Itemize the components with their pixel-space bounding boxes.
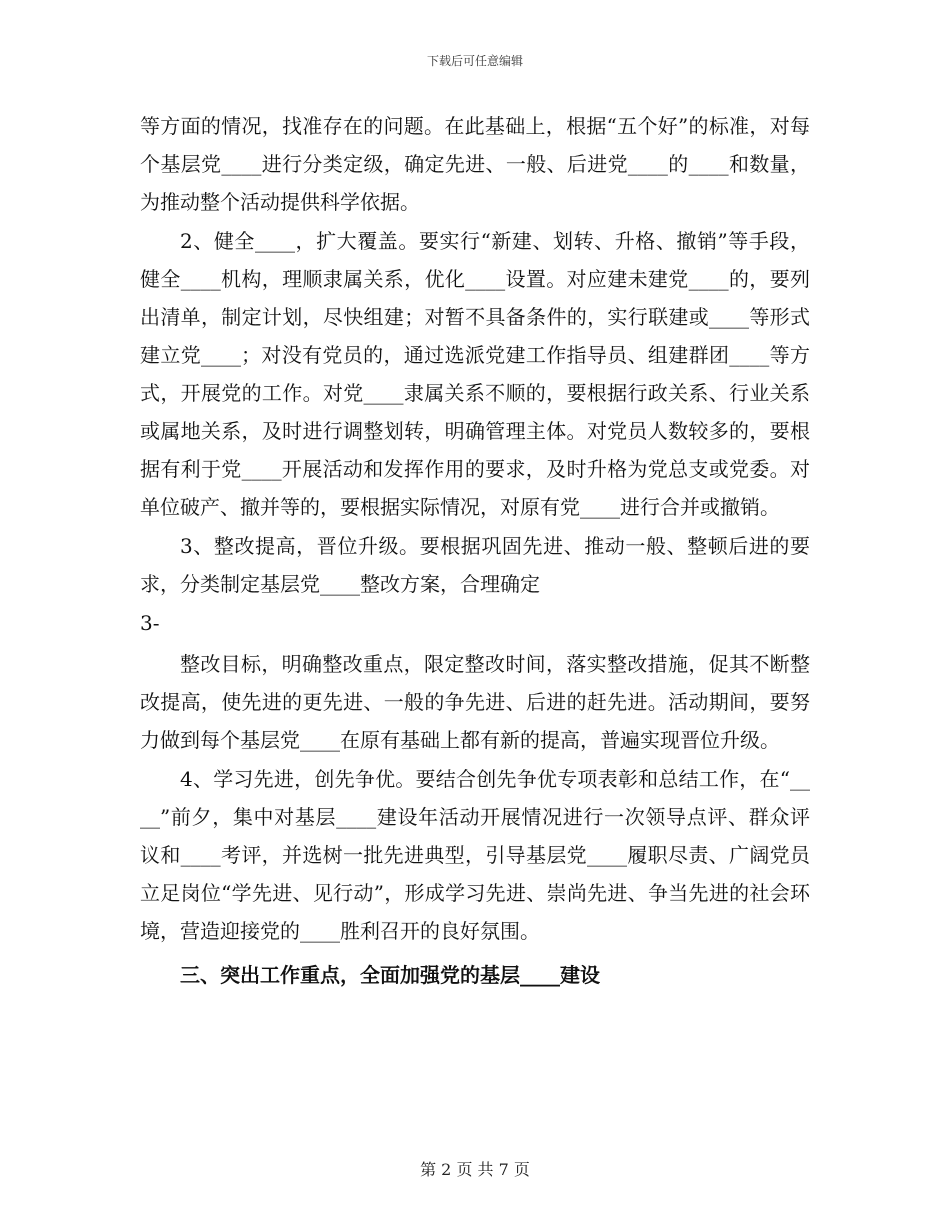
page-marker: 3- bbox=[140, 611, 160, 635]
paragraph-item-3-continued: 整改目标，明确整改重点，限定整改时间，落实整改措施，促其不断整改提高，使先进的更先进、一般的争先进、后进的赶先进。活动期间，要努力做到每个基层党____在原有基础上都有新的提高，普遍实现晋位升级。 bbox=[140, 652, 810, 752]
paragraph-item-2: 2、健全____，扩大覆盖。要实行“新建、划转、升格、撤销”等手段，健全____机构，理顺隶属关系，优化____设置。对应建未建党____的，要列出清单，制定计划，尽快组建；对暂不具备条件的，实行联建或____等形式建立党____；对没有党员的，通过选派党建工作指导员、组建群团____等方式，开展党的工作。对党____隶属关系不顺的，要根据行政关系、行业关系或属地关系，及时进行调整划转，明确管理主体。对党员人数较多的，要根据有利于党____开展活动和发挥作用的要求，及时升格为党总支或党委。对单位破产、撤并等的，要根据实际情况，对原有党____进行合并或撤销。 bbox=[140, 229, 810, 519]
paragraph-item-3: 3、整改提高，晋位升级。要根据巩固先进、推动一般、整顿后进的要求，分类制定基层党____整改方案，合理确定 bbox=[140, 534, 810, 596]
document-body bbox=[140, 107, 810, 995]
paragraph-continuation: 等方面的情况，找准存在的问题。在此基础上，根据“五个好”的标准，对每个基层党____进行分类定级，确定先进、一般、后进党____的____和数量，为推动整个活动提供科学依据。 bbox=[140, 114, 810, 214]
paragraph-item-4: 4、学习先进，创先争优。要结合创先争优专项表彰和总结工作，在“____”前夕，集中对基层____建设年活动开展情况进行一次领导点评、群众评议和____考评，并选树一批先进典型，引导基层党____履职尽责、广阔党员立足岗位“学先进、见行动”，形成学习先进、崇尚先进、争当先进的社会环境，营造迎接党的____胜利召开的良好氛围。 bbox=[140, 767, 810, 943]
section-heading-3: 三、突出工作重点，全面加强党的基层____建设 bbox=[180, 963, 600, 987]
page-footer: 第 2 页 共 7 页 bbox=[420, 1160, 530, 1179]
page-header: 下载后可任意编辑 bbox=[426, 54, 523, 68]
